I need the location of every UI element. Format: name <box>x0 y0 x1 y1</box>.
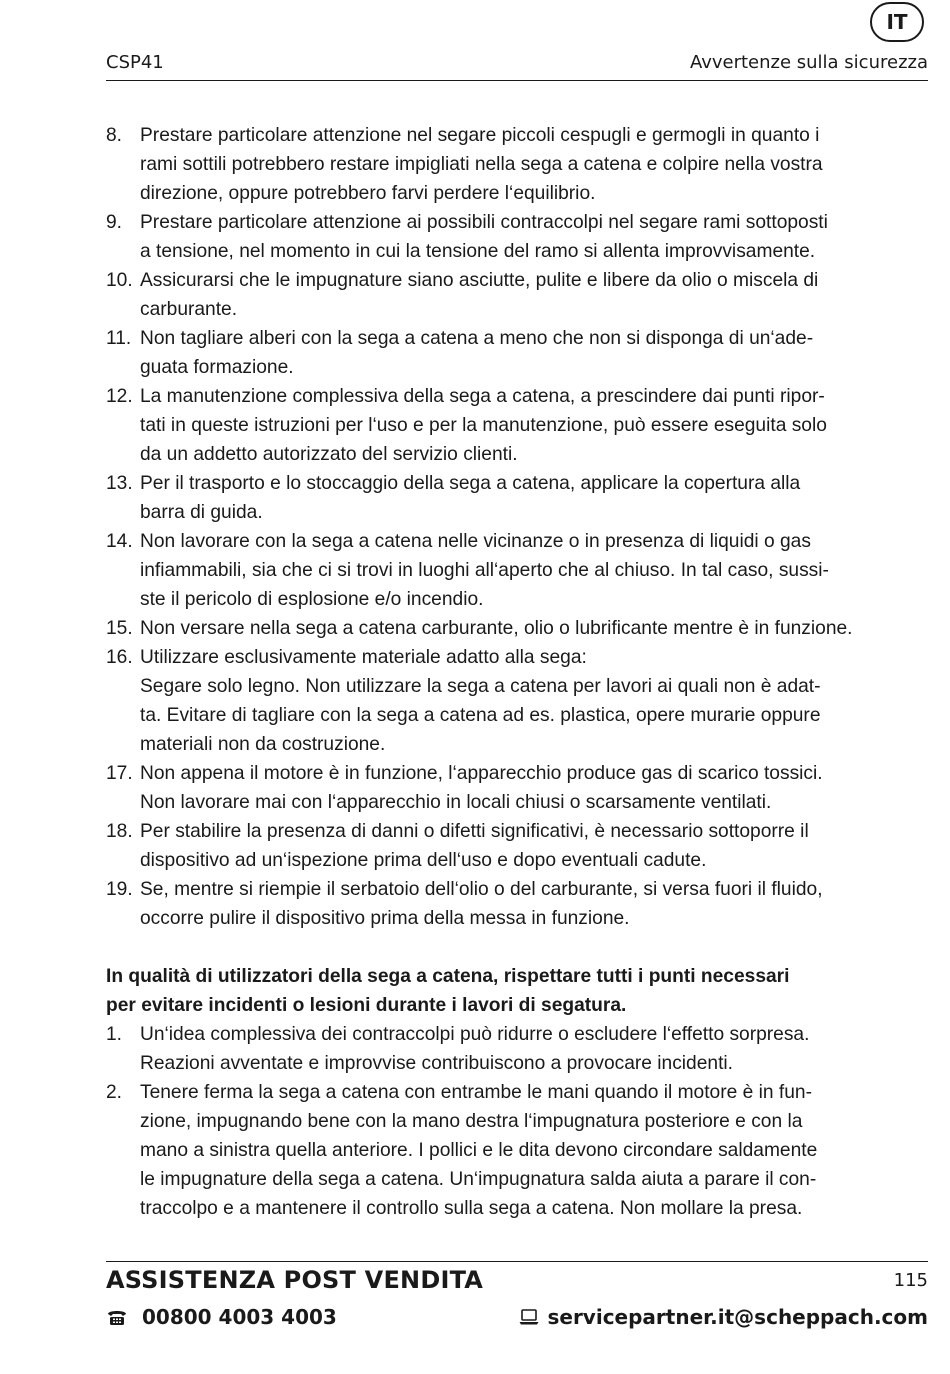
item-line: Non lavorare mai con l‘apparecchio in locali chiusi o scarsamente ventilati. <box>140 792 772 813</box>
item-number: 2. <box>106 1082 123 1103</box>
item-number: 1. <box>106 1024 123 1045</box>
item-line: rami sottili potrebbero restare impigliati nella sega a catena e colpire nella vostra <box>140 154 823 175</box>
item-line: Prestare particolare attenzione ai possibili contraccolpi nel segare rami sottoposti <box>140 212 828 233</box>
footer-divider <box>106 1261 928 1262</box>
item-line: le impugnature della sega a catena. Un‘impugnatura salda aiuta a parare il con- <box>140 1169 817 1190</box>
item-line: Per il trasporto e lo stoccaggio della sega a catena, applicare la copertura alla <box>140 473 801 494</box>
item-text <box>140 469 928 527</box>
item-text <box>140 527 928 614</box>
item-line: direzione, oppure potrebbero farvi perdere l‘equilibrio. <box>140 183 596 204</box>
item-number: 9. <box>106 212 123 233</box>
item-line: mano a sinistra quella anteriore. I pollici e le dita devono circondare saldamente <box>140 1140 818 1161</box>
item-line: carburante. <box>140 299 238 320</box>
list-item <box>106 324 928 382</box>
item-text <box>140 643 928 759</box>
item-line: Se, mentre si riempie il serbatoio dell‘olio o del carburante, si versa fuori il fluido, <box>140 879 823 900</box>
list-item <box>106 1078 928 1223</box>
item-line: Non versare nella sega a catena carburante, olio o lubrificante mentre è in funzione. <box>140 618 853 639</box>
item-line: tati in queste istruzioni per l‘uso e per la manutenzione, può essere eseguita solo <box>140 415 827 436</box>
item-line: Non appena il motore è in funzione, l‘apparecchio produce gas di scarico tossici. <box>140 763 823 784</box>
item-line: Tenere ferma la sega a catena con entrambe le mani quando il motore è in fun- <box>140 1082 812 1103</box>
item-text <box>140 266 928 324</box>
item-line: Assicurarsi che le impugnature siano asciutte, pulite e libere da olio o miscela di <box>140 270 819 291</box>
list-item <box>106 382 928 469</box>
list-item <box>106 875 928 933</box>
heading-line: In qualità di utilizzatori della sega a catena, rispettare tutti i punti necessari <box>106 966 790 987</box>
email-contact <box>519 1305 928 1329</box>
item-line: infiammabili, sia che ci si trovi in luoghi all‘aperto che al chiuso. In tal caso, sussi- <box>140 560 829 581</box>
item-line: Non tagliare alberi con la sega a catena a meno che non si disponga di un‘ade- <box>140 328 814 349</box>
item-text <box>140 614 928 643</box>
page-number: 115 <box>893 1270 928 1291</box>
phone-icon <box>106 1308 128 1326</box>
item-text <box>140 1078 928 1223</box>
item-line: ta. Evitare di tagliare con la sega a catena ad es. plastica, opere murarie oppure <box>140 705 821 726</box>
item-number: 19. <box>106 879 133 900</box>
item-number: 8. <box>106 125 123 146</box>
item-text <box>140 324 928 382</box>
list-item <box>106 759 928 817</box>
item-line: ste il pericolo di esplosione e/o incendio. <box>140 589 484 610</box>
item-line: dispositivo ad un‘ispezione prima dell‘uso e dopo eventuali cadute. <box>140 850 707 871</box>
phone-contact <box>106 1305 337 1329</box>
list-item <box>106 527 928 614</box>
item-line: Per stabilire la presenza di danni o difetti significativi, è necessario sottoporre il <box>140 821 809 842</box>
item-number: 16. <box>106 647 133 668</box>
item-text <box>140 208 928 266</box>
list-item <box>106 121 928 208</box>
item-line: materiali non da costruzione. <box>140 734 386 755</box>
item-line: Segare solo legno. Non utilizzare la sega a catena per lavori ai quali non è adat- <box>140 676 821 697</box>
item-number: 12. <box>106 386 133 407</box>
list-item <box>106 643 928 759</box>
item-line: Utilizzare esclusivamente materiale adatto alla sega: <box>140 647 587 668</box>
item-number: 18. <box>106 821 133 842</box>
item-line: La manutenzione complessiva della sega a catena, a prescindere dai punti ripor- <box>140 386 825 407</box>
language-badge <box>870 2 924 42</box>
item-number: 17. <box>106 763 133 784</box>
item-number: 14. <box>106 531 133 552</box>
safety-list <box>106 121 928 933</box>
item-line: zione, impugnando bene con la mano destra l‘impugnatura posteriore e con la <box>140 1111 803 1132</box>
item-text <box>140 817 928 875</box>
model-name: CSP41 <box>106 52 164 73</box>
safety-heading <box>106 962 928 1020</box>
list-item <box>106 614 928 643</box>
item-line: Non lavorare con la sega a catena nelle vicinanze o in presenza di liquidi o gas <box>140 531 811 552</box>
item-text <box>140 382 928 469</box>
list-item <box>106 1020 928 1078</box>
item-text <box>140 759 928 817</box>
item-text <box>140 1020 928 1078</box>
safety-content <box>106 121 928 1223</box>
item-line: da un addetto autorizzato del servizio clienti. <box>140 444 518 465</box>
item-line: Reazioni avventate e improvvise contribuiscono a provocare incidenti. <box>140 1053 733 1074</box>
list-item <box>106 208 928 266</box>
laptop-icon <box>519 1309 539 1325</box>
email-address[interactable]: servicepartner.it@scheppach.com <box>547 1305 928 1329</box>
item-line: Prestare particolare attenzione nel segare piccoli cespugli e germogli in quanto i <box>140 125 820 146</box>
item-text <box>140 121 928 208</box>
service-title: ASSISTENZA POST VENDITA <box>106 1266 484 1294</box>
item-line: a tensione, nel momento in cui la tensione del ramo si allenta improvvisamente. <box>140 241 816 262</box>
item-text <box>140 875 928 933</box>
page-header <box>106 50 928 81</box>
phone-number[interactable]: 00800 4003 4003 <box>142 1305 337 1329</box>
item-line: barra di guida. <box>140 502 263 523</box>
item-number: 11. <box>106 328 132 349</box>
language-code: IT <box>886 10 908 34</box>
list-item <box>106 817 928 875</box>
section-title: Avvertenze sulla sicurezza <box>689 52 928 73</box>
item-line: occorre pulire il dispositivo prima della messa in funzione. <box>140 908 630 929</box>
heading-line: per evitare incidenti o lesioni durante i lavori di segatura. <box>106 995 627 1016</box>
item-line: Un‘idea complessiva dei contraccolpi può ridurre o escludere l‘effetto sorpresa. <box>140 1024 810 1045</box>
item-number: 10. <box>106 270 133 291</box>
item-line: guata formazione. <box>140 357 294 378</box>
item-number: 15. <box>106 618 133 639</box>
kickback-list <box>106 1020 928 1223</box>
list-item <box>106 266 928 324</box>
item-number: 13. <box>106 473 133 494</box>
item-line: traccolpo e a mantenere il controllo sulla sega a catena. Non mollare la presa. <box>140 1198 803 1219</box>
list-item <box>106 469 928 527</box>
